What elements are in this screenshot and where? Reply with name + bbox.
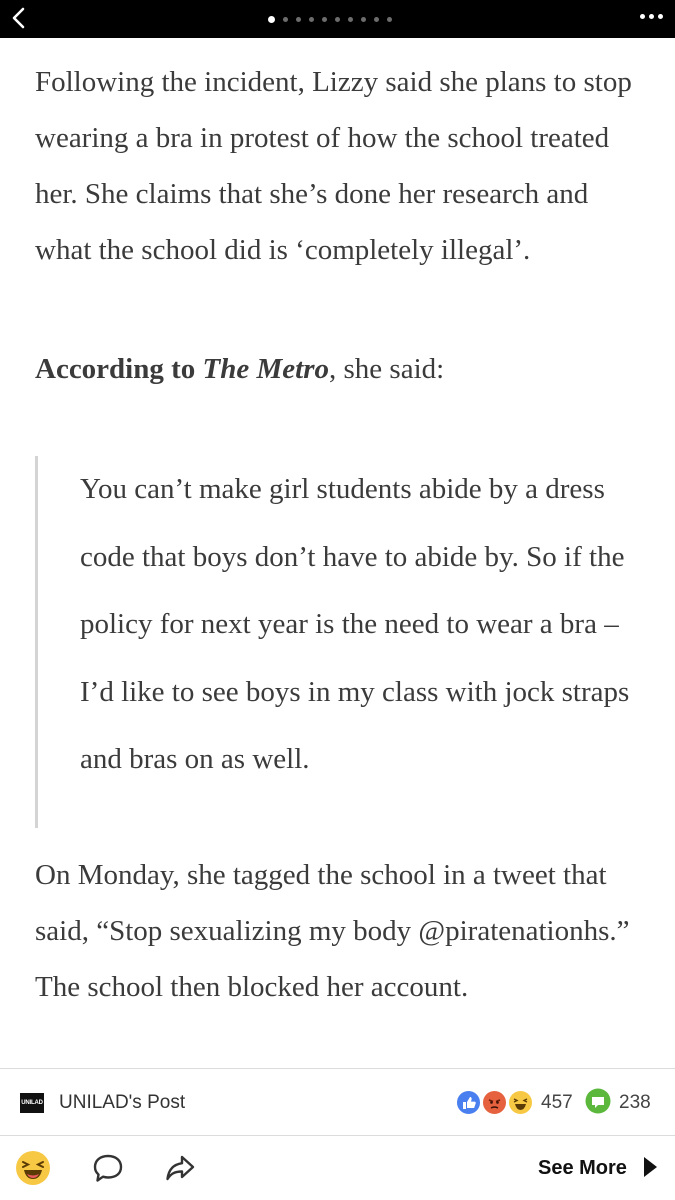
reaction-count[interactable]: 457 (541, 1092, 573, 1113)
article-paragraph-1: Following the incident, Lizzy said she plans to stop wearing a bra in protest of how the school treated her. She claims that she’s done her research and what the school did is ‘completely illegal’. (35, 66, 632, 266)
play-arrow-icon[interactable] (641, 1155, 659, 1179)
comment-icon[interactable] (90, 1150, 126, 1186)
page-indicator (268, 14, 400, 24)
comment-count-icon (584, 1088, 612, 1116)
page-dot (322, 17, 327, 22)
more-options-icon[interactable] (636, 14, 663, 19)
back-chevron-icon[interactable] (6, 4, 34, 32)
page-dot-active (268, 16, 275, 23)
quote-text: You can’t make girl students abide by a dress code that boys don’t have to abide by. So if the policy for next year is the need to wear a bra – I’d like to see boys in my class with jock straps and bras on as well. (80, 473, 630, 775)
like-reaction-icon (455, 1089, 482, 1116)
page-dot (309, 17, 314, 22)
see-more-button[interactable]: See More (538, 1157, 627, 1179)
reactions-summary[interactable] (455, 1089, 535, 1117)
source-lead: According to The Metro (35, 353, 329, 385)
haha-reaction-button-icon[interactable] (15, 1150, 51, 1186)
source-suffix: , she said: (329, 353, 445, 385)
haha-reaction-icon (507, 1089, 534, 1116)
action-bar (0, 1137, 675, 1200)
source-name: The Metro (202, 353, 329, 385)
page-dot (348, 17, 353, 22)
blockquote (35, 456, 645, 828)
page-dot (374, 17, 379, 22)
article-paragraph-2 (35, 341, 645, 397)
article-paragraph-3: On Monday, she tagged the school in a tweet that said, “Stop sexualizing my body @piratenationhs.” The school then blocked her account. (35, 859, 630, 1003)
unilad-logo[interactable]: UNILAD (20, 1093, 44, 1113)
page-dot (335, 17, 340, 22)
page-dot (296, 17, 301, 22)
top-bar (0, 0, 675, 38)
share-icon[interactable] (162, 1150, 198, 1186)
post-info-bar (0, 1068, 675, 1136)
post-title[interactable]: UNILAD's Post (59, 1092, 186, 1113)
comment-count[interactable]: 238 (619, 1092, 651, 1113)
page-dot (387, 17, 392, 22)
angry-reaction-icon (481, 1089, 508, 1116)
page-dot (361, 17, 366, 22)
page-dot (283, 17, 288, 22)
